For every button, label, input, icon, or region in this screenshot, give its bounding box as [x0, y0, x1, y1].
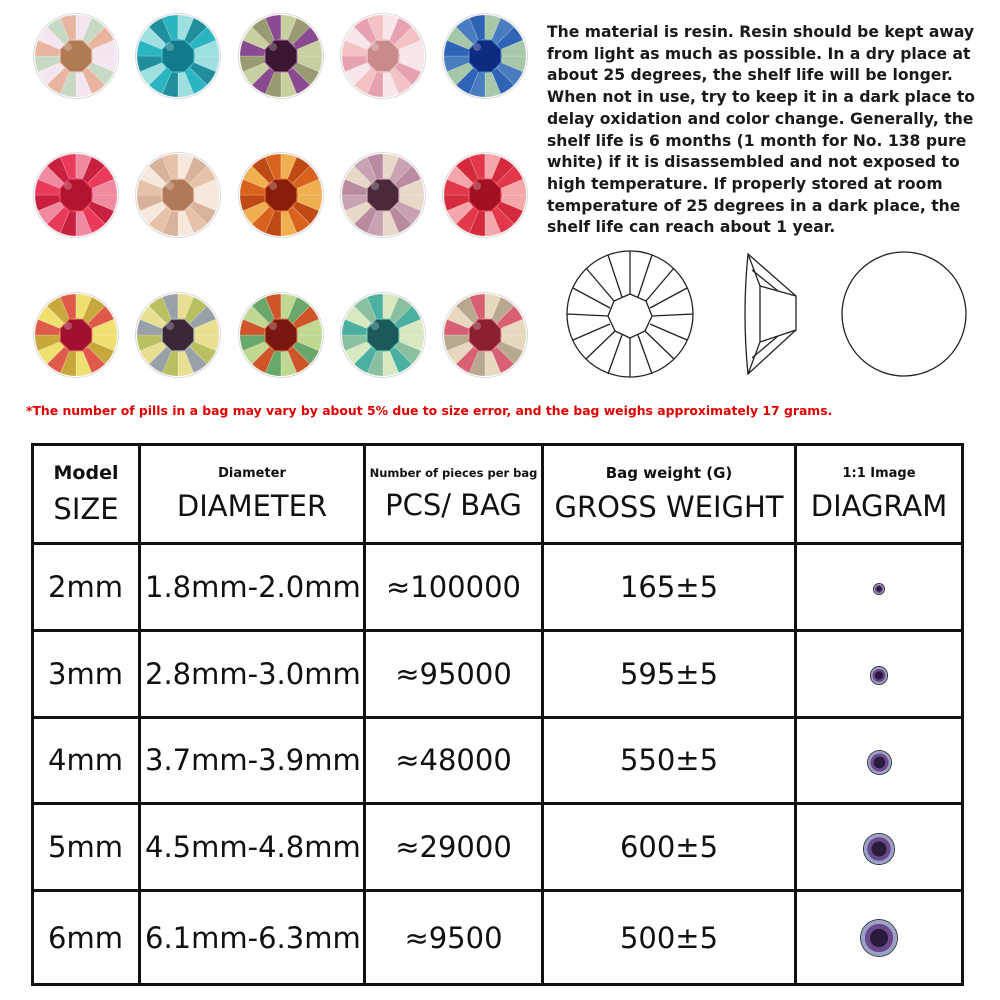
rhinestone-swatch: [239, 153, 323, 237]
rhinestone-swatch: [239, 293, 323, 377]
header-pcs: [365, 445, 543, 544]
diameter-cell: 1.8mm-2.0mm: [140, 544, 365, 631]
table-row: [33, 891, 963, 985]
size-cell: 6mm: [33, 891, 140, 985]
diameter-cell: 4.5mm-4.8mm: [140, 804, 365, 891]
rhinestone-swatch: [239, 14, 323, 98]
bag-variance-note: *The number of pills in a bag may vary by about 5% due to size error, and the bag weighs approximately 17 grams.: [26, 403, 833, 418]
pcs-cell: ≈48000: [365, 717, 543, 804]
table-row: [33, 804, 963, 891]
bottom-view-icon: [842, 252, 966, 376]
diagram-cell: [796, 717, 963, 804]
rhinestone-swatch: [443, 153, 527, 237]
header-diagram-big: DIAGRAM: [810, 488, 948, 523]
header-diagram-small: 1:1 Image: [842, 465, 916, 481]
header-diameter: [140, 445, 365, 544]
size-cell: 2mm: [33, 544, 140, 631]
weight-cell: 165±5: [543, 544, 796, 631]
rhinestone-swatch: [341, 153, 425, 237]
header-pcs-big: PCS/ BAG: [385, 488, 522, 522]
rhinestone-dot-icon: [864, 834, 894, 864]
weight-cell: 595±5: [543, 630, 796, 717]
rhinestone-swatch: [34, 14, 118, 98]
header-diameter-small: Diameter: [218, 465, 286, 481]
table-header-row: [33, 445, 963, 544]
top-view-icon: [567, 251, 693, 377]
size-cell: 4mm: [33, 717, 140, 804]
table-row: [33, 717, 963, 804]
size-cell: 3mm: [33, 630, 140, 717]
side-view-icon: [745, 254, 796, 374]
table-row: [33, 544, 963, 631]
rhinestone-swatch: [136, 153, 220, 237]
diagram-cell: [796, 891, 963, 985]
rhinestone-swatch: [443, 14, 527, 98]
diagram-cell: [796, 804, 963, 891]
header-diagram: [796, 445, 963, 544]
header-pcs-small: Number of pieces per bag: [369, 466, 538, 480]
header-diameter-big: DIAMETER: [176, 488, 328, 523]
rhinestone-dot-icon: [871, 667, 888, 684]
rhinestone-swatch: [443, 293, 527, 377]
weight-cell: 550±5: [543, 717, 796, 804]
header-size: [33, 445, 140, 544]
diameter-cell: 3.7mm-3.9mm: [140, 717, 365, 804]
pcs-cell: ≈100000: [365, 544, 543, 631]
rhinestone-dot-icon: [874, 584, 884, 594]
pcs-cell: ≈29000: [365, 804, 543, 891]
weight-cell: 500±5: [543, 891, 796, 985]
pcs-cell: ≈9500: [365, 891, 543, 985]
size-spec-table: [31, 443, 964, 986]
rhinestone-shape-diagram: [566, 246, 976, 386]
rhinestone-swatch: [341, 14, 425, 98]
table-row: [33, 630, 963, 717]
diameter-cell: 2.8mm-3.0mm: [140, 630, 365, 717]
rhinestone-dot-icon: [861, 920, 897, 956]
header-size-small: Model: [53, 462, 119, 484]
pcs-cell: ≈95000: [365, 630, 543, 717]
diagram-cell: [796, 544, 963, 631]
rhinestone-dot-icon: [868, 751, 891, 774]
header-weight-small: Bag weight (G): [605, 464, 733, 482]
rhinestone-swatch: [136, 293, 220, 377]
weight-cell: 600±5: [543, 804, 796, 891]
header-weight: [543, 445, 796, 544]
size-cell: 5mm: [33, 804, 140, 891]
rhinestone-swatch: [34, 293, 118, 377]
material-description: The material is resin. Resin should be kept away from light as much as possible. In a dry place at about 25 degrees, the shelf life will be longer. When not in use, try to keep it in a dark place to delay oxidation and color change. Generally, the shelf life is 6 months (1 month for No. 138 pure white) if it is disassembled and not exposed to high temperature. If properly stored at room temperature of 25 degrees in a dark place, the shelf life can reach about 1 year.: [547, 23, 975, 237]
header-size-big: SIZE: [53, 492, 119, 526]
rhinestone-color-grid: [28, 12, 538, 392]
rhinestone-swatch: [341, 293, 425, 377]
header-weight-big: GROSS WEIGHT: [554, 490, 784, 524]
rhinestone-swatch: [34, 153, 118, 237]
diagram-cell: [796, 630, 963, 717]
rhinestone-swatch: [136, 14, 220, 98]
diameter-cell: 6.1mm-6.3mm: [140, 891, 365, 985]
